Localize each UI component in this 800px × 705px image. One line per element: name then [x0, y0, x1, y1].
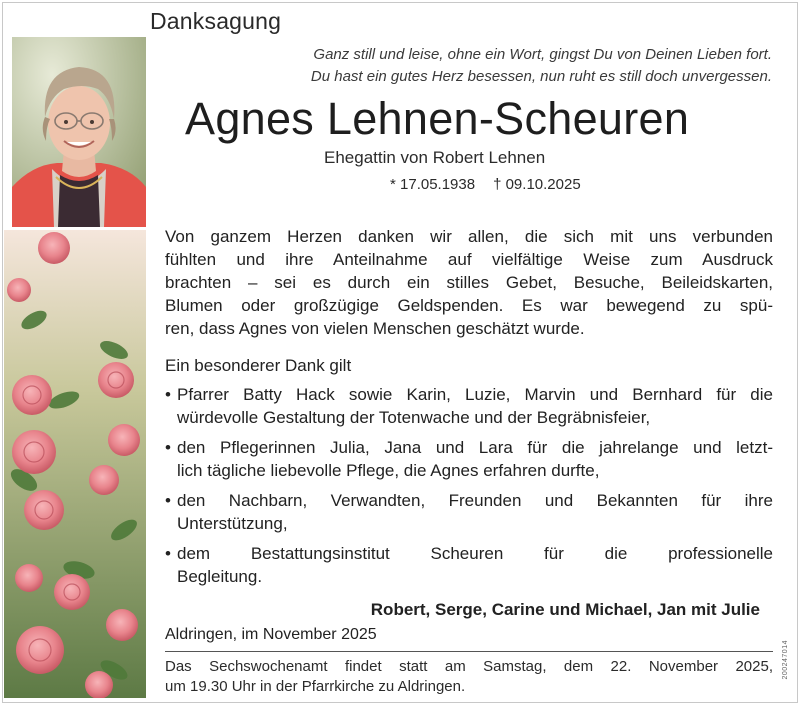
list-item-line: • den Pflegerinnen Julia, Jana und Lara für die jahrelange und letzt-	[177, 438, 773, 457]
family-signature: Robert, Serge, Carine und Michael, Jan mit Julie	[370, 600, 760, 619]
death-date: † 09.10.2025	[493, 176, 581, 193]
notice-line: um 19.30 Uhr in der Pfarrkirche zu Aldringen.	[165, 678, 466, 695]
list-item	[165, 542, 773, 588]
notice-line: Das Sechswochenamt findet statt am Samstag, dem 22. November 2025,	[165, 658, 773, 675]
list-item-line: Begleitung.	[177, 567, 263, 586]
life-dates	[390, 176, 581, 193]
thanks-list	[165, 383, 773, 595]
paragraph-line: ren, dass Agnes von vielen Menschen geschätzt wurde.	[165, 319, 585, 338]
thanks-intro: Ein besonderer Dank gilt	[165, 356, 352, 375]
paragraph-line: Von ganzem Herzen danken wir allen, die sich mit uns verbunden	[165, 227, 773, 246]
list-item-line: • Pfarrer Batty Hack sowie Karin, Luzie, Marvin und Bernhard für die	[177, 385, 773, 404]
portrait-photo	[12, 37, 146, 227]
paragraph-line: Blumen oder großzügige Geldspenden. Es war bewegend zu spü-	[165, 296, 773, 315]
notice-heading: Danksagung	[150, 8, 282, 34]
list-item	[165, 383, 773, 429]
list-item	[165, 489, 773, 535]
quote-line: Ganz still und leise, ohne ein Wort, gingst Du von Deinen Lieben fort.	[313, 46, 772, 63]
mass-notice	[165, 657, 773, 697]
roses-image	[4, 230, 146, 698]
list-item-line: Unterstützung,	[177, 514, 288, 533]
paragraph-line: fühlten und ihre Anteilnahme auf vielfältige Weise zum Ausdruck	[165, 250, 773, 269]
spouse-line: Ehegattin von Robert Lehnen	[324, 148, 546, 167]
quote-line: Du hast ein gutes Herz besessen, nun ruht es still doch unvergessen.	[310, 68, 772, 85]
place-date: Aldringen, im November 2025	[165, 626, 377, 643]
paragraph-line: brachten – sei es durch ein stilles Gebet, Besuche, Beileidskarten,	[165, 273, 773, 292]
divider	[165, 651, 773, 652]
list-item-line: • dem Bestattungsinstitut Scheuren für die professionelle	[177, 544, 773, 563]
birth-date: * 17.05.1938	[390, 176, 476, 193]
thanks-paragraph	[165, 225, 773, 340]
list-item-line: würdevolle Gestaltung der Totenwache und der Begräbnisfeier,	[177, 408, 651, 427]
list-item-line: lich tägliche liebevolle Pflege, die Agnes erfahren durfte,	[177, 461, 600, 480]
memorial-quote	[311, 44, 772, 88]
ad-code: 200247014	[782, 640, 789, 680]
deceased-name: Agnes Lehnen-Scheuren	[185, 93, 690, 144]
list-item-line: • den Nachbarn, Verwandten, Freunden und Bekannten für ihre	[177, 491, 773, 510]
list-item	[165, 436, 773, 482]
